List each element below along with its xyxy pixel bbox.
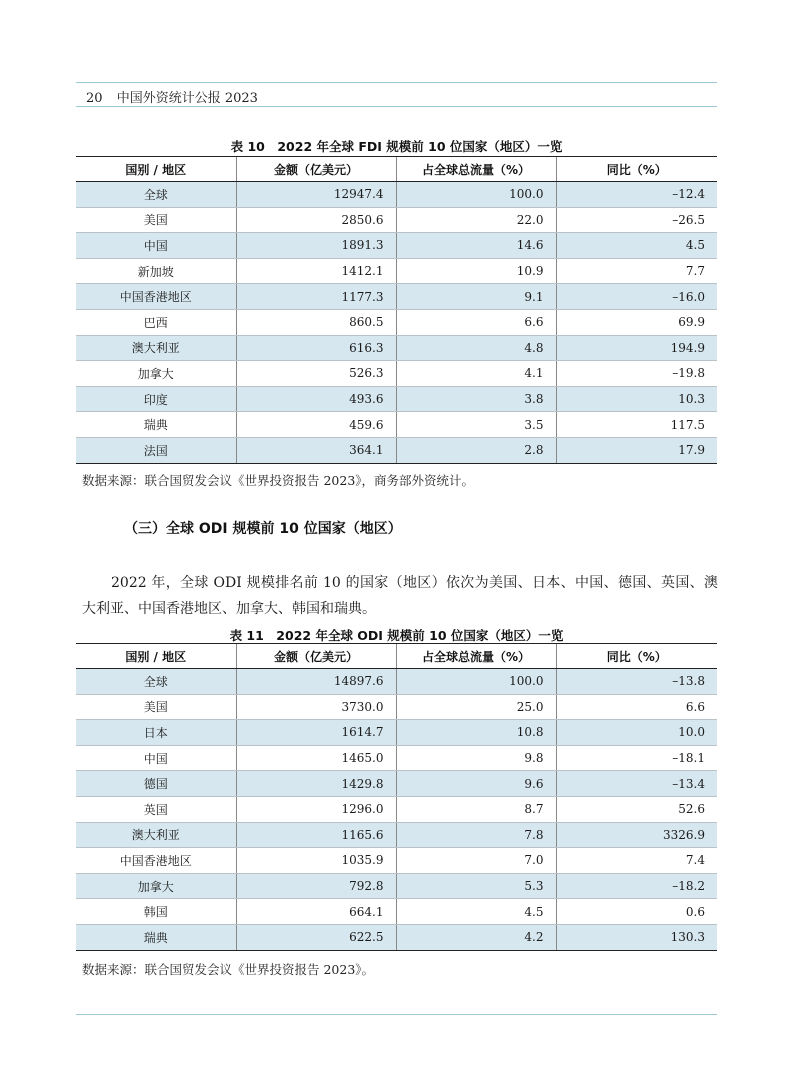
cell-region: 中国香港地区 xyxy=(76,848,236,874)
cell-region: 巴西 xyxy=(76,309,236,335)
cell-yoy: –12.4 xyxy=(556,182,717,208)
table-row xyxy=(76,335,717,361)
cell-region: 中国 xyxy=(76,233,236,259)
table-row xyxy=(76,822,717,848)
cell-amount: 1614.7 xyxy=(236,720,396,746)
column-header-region: 国别 / 地区 xyxy=(76,644,236,669)
table-row xyxy=(76,437,717,463)
table-row xyxy=(76,873,717,899)
cell-yoy: 130.3 xyxy=(556,924,717,950)
cell-amount: 860.5 xyxy=(236,309,396,335)
cell-amount: 1429.8 xyxy=(236,771,396,797)
cell-share: 3.5 xyxy=(396,412,556,438)
cell-yoy: –18.2 xyxy=(556,873,717,899)
running-head xyxy=(86,87,258,106)
table-row xyxy=(76,361,717,387)
cell-yoy: –13.4 xyxy=(556,771,717,797)
cell-yoy: 69.9 xyxy=(556,309,717,335)
table10 xyxy=(76,156,717,464)
table-row xyxy=(76,233,717,259)
cell-yoy: 10.0 xyxy=(556,720,717,746)
cell-share: 10.8 xyxy=(396,720,556,746)
table-row xyxy=(76,771,717,797)
cell-amount: 1035.9 xyxy=(236,848,396,874)
section-paragraph: 2022 年，全球 ODI 规模排名前 10 的国家（地区）依次为美国、日本、中国、德国、英国、澳大利亚、中国香港地区、加拿大、韩国和瑞典。 xyxy=(82,575,718,617)
cell-region: 美国 xyxy=(76,694,236,720)
table11-body xyxy=(76,669,717,951)
section-heading: （三）全球 ODI 规模前 10 位国家（地区） xyxy=(124,521,402,537)
cell-amount: 792.8 xyxy=(236,873,396,899)
cell-yoy: 4.5 xyxy=(556,233,717,259)
cell-amount: 1296.0 xyxy=(236,796,396,822)
column-header-region: 国别 / 地区 xyxy=(76,157,236,182)
publication-title: 中国外资统计公报 2023 xyxy=(116,91,258,106)
table-row xyxy=(76,694,717,720)
cell-yoy: 7.4 xyxy=(556,848,717,874)
cell-yoy: 117.5 xyxy=(556,412,717,438)
cell-region: 瑞典 xyxy=(76,412,236,438)
table-row xyxy=(76,796,717,822)
cell-amount: 493.6 xyxy=(236,386,396,412)
header-bottom-rule xyxy=(76,106,717,107)
cell-region: 法国 xyxy=(76,437,236,463)
cell-share: 4.1 xyxy=(396,361,556,387)
column-header-amount: 金额（亿美元） xyxy=(236,644,396,669)
cell-yoy: –26.5 xyxy=(556,207,717,233)
cell-region: 加拿大 xyxy=(76,361,236,387)
cell-share: 4.8 xyxy=(396,335,556,361)
cell-share: 22.0 xyxy=(396,207,556,233)
cell-region: 澳大利亚 xyxy=(76,822,236,848)
cell-share: 25.0 xyxy=(396,694,556,720)
column-header-yoy: 同比（%） xyxy=(556,644,717,669)
cell-share: 2.8 xyxy=(396,437,556,463)
column-header-amount: 金额（亿美元） xyxy=(236,157,396,182)
table10-source-note: 数据来源：联合国贸发会议《世界投资报告 2023》，商务部外资统计。 xyxy=(82,473,475,488)
cell-share: 4.2 xyxy=(396,924,556,950)
cell-yoy: 10.3 xyxy=(556,386,717,412)
table-row xyxy=(76,924,717,950)
cell-yoy: –18.1 xyxy=(556,745,717,771)
cell-share: 5.3 xyxy=(396,873,556,899)
table-row xyxy=(76,848,717,874)
cell-amount: 1412.1 xyxy=(236,258,396,284)
cell-amount: 459.6 xyxy=(236,412,396,438)
header-top-rule xyxy=(76,82,717,83)
cell-share: 7.8 xyxy=(396,822,556,848)
table-row xyxy=(76,412,717,438)
table10-caption: 表 10 2022 年全球 FDI 规模前 10 位国家（地区）一览 xyxy=(230,139,563,154)
table-row xyxy=(76,207,717,233)
cell-yoy: 52.6 xyxy=(556,796,717,822)
cell-yoy: –13.8 xyxy=(556,669,717,695)
cell-yoy: 3326.9 xyxy=(556,822,717,848)
cell-region: 澳大利亚 xyxy=(76,335,236,361)
table-row xyxy=(76,386,717,412)
cell-share: 14.6 xyxy=(396,233,556,259)
cell-amount: 1465.0 xyxy=(236,745,396,771)
cell-region: 韩国 xyxy=(76,899,236,925)
cell-share: 4.5 xyxy=(396,899,556,925)
cell-share: 100.0 xyxy=(396,182,556,208)
table-row xyxy=(76,669,717,695)
cell-region: 中国香港地区 xyxy=(76,284,236,310)
table-row xyxy=(76,720,717,746)
cell-share: 10.9 xyxy=(396,258,556,284)
cell-share: 9.6 xyxy=(396,771,556,797)
page-number: 20 xyxy=(86,91,103,106)
table10-body xyxy=(76,182,717,464)
column-header-share: 占全球总流量（%） xyxy=(396,157,556,182)
table-row xyxy=(76,309,717,335)
cell-yoy: –19.8 xyxy=(556,361,717,387)
cell-region: 英国 xyxy=(76,796,236,822)
cell-region: 美国 xyxy=(76,207,236,233)
footer-rule xyxy=(76,1014,717,1015)
cell-amount: 622.5 xyxy=(236,924,396,950)
cell-region: 中国 xyxy=(76,745,236,771)
cell-region: 新加坡 xyxy=(76,258,236,284)
table10-header-row xyxy=(76,157,717,182)
cell-region: 全球 xyxy=(76,182,236,208)
table-row xyxy=(76,745,717,771)
cell-yoy: 194.9 xyxy=(556,335,717,361)
cell-amount: 664.1 xyxy=(236,899,396,925)
table11 xyxy=(76,643,717,951)
cell-amount: 1177.3 xyxy=(236,284,396,310)
column-header-share: 占全球总流量（%） xyxy=(396,644,556,669)
cell-amount: 14897.6 xyxy=(236,669,396,695)
cell-share: 6.6 xyxy=(396,309,556,335)
table11-header-row xyxy=(76,644,717,669)
table11-caption: 表 11 2022 年全球 ODI 规模前 10 位国家（地区）一览 xyxy=(229,628,564,643)
cell-amount: 3730.0 xyxy=(236,694,396,720)
cell-share: 8.7 xyxy=(396,796,556,822)
cell-yoy: 17.9 xyxy=(556,437,717,463)
cell-amount: 616.3 xyxy=(236,335,396,361)
cell-yoy: –16.0 xyxy=(556,284,717,310)
table-row xyxy=(76,258,717,284)
table11-source-note: 数据来源：联合国贸发会议《世界投资报告 2023》。 xyxy=(82,962,375,977)
cell-amount: 2850.6 xyxy=(236,207,396,233)
cell-yoy: 6.6 xyxy=(556,694,717,720)
cell-share: 9.8 xyxy=(396,745,556,771)
cell-share: 100.0 xyxy=(396,669,556,695)
cell-region: 瑞典 xyxy=(76,924,236,950)
cell-share: 9.1 xyxy=(396,284,556,310)
cell-amount: 12947.4 xyxy=(236,182,396,208)
table-row xyxy=(76,284,717,310)
cell-share: 3.8 xyxy=(396,386,556,412)
cell-region: 加拿大 xyxy=(76,873,236,899)
cell-region: 印度 xyxy=(76,386,236,412)
cell-region: 日本 xyxy=(76,720,236,746)
column-header-yoy: 同比（%） xyxy=(556,157,717,182)
cell-share: 7.0 xyxy=(396,848,556,874)
table-row xyxy=(76,899,717,925)
cell-region: 德国 xyxy=(76,771,236,797)
cell-yoy: 7.7 xyxy=(556,258,717,284)
cell-amount: 526.3 xyxy=(236,361,396,387)
cell-amount: 1891.3 xyxy=(236,233,396,259)
cell-amount: 364.1 xyxy=(236,437,396,463)
cell-yoy: 0.6 xyxy=(556,899,717,925)
table-row xyxy=(76,182,717,208)
cell-amount: 1165.6 xyxy=(236,822,396,848)
cell-region: 全球 xyxy=(76,669,236,695)
